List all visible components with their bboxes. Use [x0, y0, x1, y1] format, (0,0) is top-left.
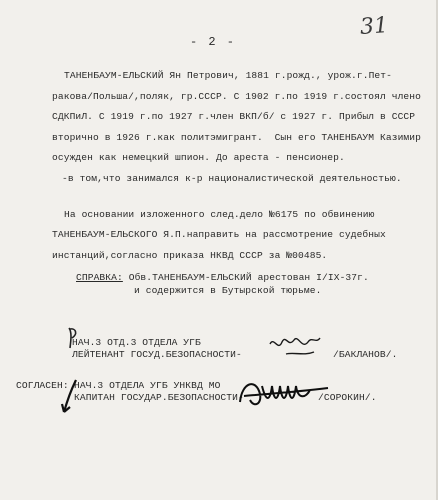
agreed-label: СОГЛАСЕН: — [16, 380, 69, 391]
decision-line: инстанций,согласно приказа НКВД СССР за №00485. — [52, 250, 328, 261]
decision-line: На основании изложенного след.дело №6175 по обвинению — [64, 209, 375, 220]
decision-line: ТАНЕНБАУМ-ЕЛЬСКОГО Я.П.направить на рассмотрение судебных — [52, 229, 386, 240]
body-line: ТАНЕНБАУМ-ЕЛЬСКИЙ Ян Петрович, 1881 г.рожд., урож.г.Пет- — [64, 70, 393, 81]
signature-1-rank: ЛЕЙТЕНАНТ ГОСУД.БЕЗОПАСНОСТИ- — [72, 349, 242, 360]
spravka-text: Обв.ТАНЕНБАУМ-ЕЛЬСКИЙ арестован I/IX-37г. — [122, 272, 369, 283]
handwritten-page-number: 31 — [359, 13, 389, 40]
signature-2-rank: КАПИТАН ГОСУДАР.БЕЗОПАСНОСТИ- — [74, 392, 244, 403]
handwritten-arrow-mark — [60, 378, 82, 418]
page-number: - 2 - — [190, 35, 237, 49]
signature-1-name: /БАКЛАНОВ/. — [333, 349, 398, 360]
signature-sorokin — [236, 372, 332, 416]
body-line: СДКПиЛ. С 1919 г.по 1927 г.член ВКП/б/ с 1927 г. Прибыл в СССР — [52, 111, 416, 122]
spravka-line-2: и содержится в Бутырской тюрьме. — [134, 285, 322, 296]
handwritten-initial-mark — [66, 326, 80, 350]
signature-2-name: /СОРОКИН/. — [318, 392, 377, 403]
body-line: осужден как немецкий шпион. До ареста - пенсионер. — [52, 152, 345, 163]
spravka-label: СПРАВКА: — [76, 272, 123, 283]
signature-baklanov — [268, 330, 328, 358]
body-line: ракова/Польша/,поляк, гр.СССР. С 1902 г.по 1919 г.состоял члено — [52, 91, 422, 102]
body-line: -в том,что занимался к-р националистической деятельностью. — [62, 173, 402, 184]
body-line: вторично в 1926 г.как политэмигрант. Сын его ТАНЕНБАУМ Казимир — [52, 132, 422, 143]
spravka-line — [76, 272, 369, 284]
signature-2-title: НАЧ.3 ОТДЕЛА УГБ УНКВД МО — [74, 380, 221, 391]
signature-1-title: НАЧ.3 ОТД.3 ОТДЕЛА УГБ — [72, 337, 201, 348]
